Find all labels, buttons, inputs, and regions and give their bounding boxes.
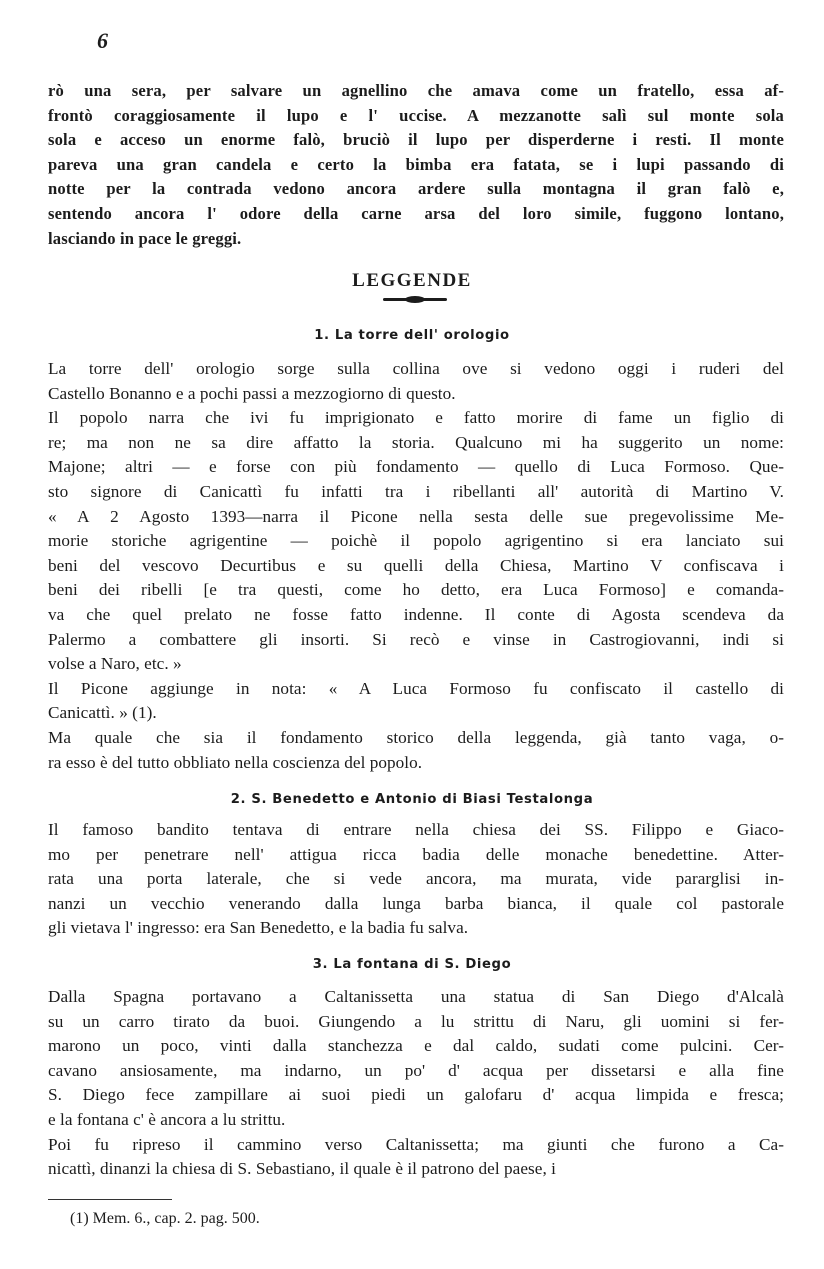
subsection-2-text <box>48 818 784 941</box>
text-line: morie storiche agrigentine — poichè il popolo agrigentino si era lanciato sui <box>48 531 784 551</box>
text-line: sentendo ancora l' odore della carne arsa del loro simile, fuggono lontano, <box>48 203 784 223</box>
text-line: S. Diego fece zampillare ai suoi piedi un galofaru d' acqua limpida e fresca; <box>48 1085 784 1105</box>
section-heading: LEGGENDE <box>352 270 472 291</box>
footnote-rule <box>48 1199 172 1200</box>
text-line: e la fontana c' è ancora a lu strittu. <box>48 1109 286 1129</box>
intro-paragraph <box>48 79 784 251</box>
text-line: lasciando in pace le greggi. <box>48 228 242 248</box>
text-line: cavano ansiosamente, ma indarno, un po' d' acqua per dissetarsi e alla fine <box>48 1060 784 1080</box>
text-line: mo per penetrare nell' attigua ricca badia delle monache benedettine. Atter- <box>48 844 784 864</box>
text-line: Palermo a combattere gli insorti. Si recò e vinse in Castrogiovanni, indi si <box>48 629 784 649</box>
text-line: gli vietava l' ingresso: era San Benedetto, e la badia fu salva. <box>48 918 469 938</box>
text-line: re; ma non ne sa dire affatto la storia. Qualcuno mi ha suggerito un nome: <box>48 432 784 452</box>
text-line: nicattì, dinanzi la chiesa di S. Sebastiano, il quale è il patrono del paese, i <box>48 1159 556 1179</box>
subsection-title-3: 3. La fontana di S. Diego <box>312 957 512 972</box>
text-line: Il Picone aggiunge in nota: « A Luca Formoso fu confiscato il castello di <box>48 678 784 698</box>
text-line: su un carro tirato da buoi. Giungendo a lu strittu di Naru, gli uomini si fer- <box>48 1011 784 1031</box>
text-line: Canicattì. » (1). <box>48 703 157 723</box>
text-line: Majone; altri — e forse con più fondamento — quello di Luca Formoso. Que- <box>48 457 784 477</box>
text-line: sto signore di Canicattì fu infatti tra i ribellanti all' autorità di Martino V. <box>48 481 784 501</box>
subsection-title-1: 1. La torre dell' orologio <box>314 328 510 343</box>
footnote: (1) Mem. 6., cap. 2. pag. 500. <box>70 1210 260 1227</box>
text-line: Il famoso bandito tentava di entrare nella chiesa dei SS. Filippo e Giaco- <box>48 820 784 839</box>
text-line: sola e acceso un enorme falò, bruciò il lupo per disperderne i resti. Il monte <box>48 130 784 150</box>
page-number: 6 <box>97 28 108 53</box>
text-line: nanzi un vecchio venerando dalla lunga barba bianca, il quale col pastorale <box>48 893 784 913</box>
text-line: beni dei ribelli [e tra questi, come ho detto, era Luca Formoso] e comanda- <box>48 580 784 600</box>
text-line: « A 2 Agosto 1393—narra il Picone nella sesta delle sue pregevolissime Me- <box>48 506 784 526</box>
text-line: ra esso è del tutto obbliato nella coscienza del popolo. <box>48 752 423 772</box>
text-line: La torre dell' orologio sorge sulla collina ove si vedono oggi i ruderi del <box>48 359 784 378</box>
text-line: pareva una gran candela e certo la bimba era fatata, se i lupi passando di <box>48 154 784 174</box>
subsection-1-text <box>48 357 784 775</box>
text-line: frontò coraggiosamente il lupo e l' uccise. A mezzanotte salì sul monte sola <box>48 105 784 125</box>
text-line: Poi fu ripreso il cammino verso Caltanissetta; ma giunti che furono a Ca- <box>48 1134 784 1154</box>
ornamental-rule <box>383 298 447 301</box>
subsection-title-2: 2. S. Benedetto e Antonio di Biasi Testalonga <box>230 792 594 807</box>
text-line: volse a Naro, etc. » <box>48 654 182 674</box>
text-line: rò una sera, per salvare un agnellino che amava come un fratello, essa af- <box>48 81 784 100</box>
text-line: marono un poco, vinti dalla stanchezza e dal caldo, sudati come pulcini. Cer- <box>48 1036 784 1056</box>
text-line: Ma quale che sia il fondamento storico della leggenda, già tanto vaga, o- <box>48 727 784 747</box>
text-line: Dalla Spagna portavano a Caltanissetta una statua di San Diego d'Alcalà <box>48 987 784 1006</box>
subsection-3-text <box>48 985 784 1182</box>
text-line: rata una porta laterale, che si vede ancora, ma murata, vide pararglisi in- <box>48 869 784 889</box>
text-line: Il popolo narra che ivi fu imprigionato e fatto morire di fame un figlio di <box>48 408 784 428</box>
text-line: va che quel prelato ne fosse fatto indenne. Il conte di Agosta scendeva da <box>48 604 784 624</box>
text-line: Castello Bonanno e a pochi passi a mezzogiorno di questo. <box>48 383 456 403</box>
text-line: notte per la contrada vedono ancora ardere sulla montagna il gran falò e, <box>48 179 784 199</box>
text-line: beni del vescovo Decurtibus e su quelli della Chiesa, Martino V confiscava i <box>48 555 784 575</box>
